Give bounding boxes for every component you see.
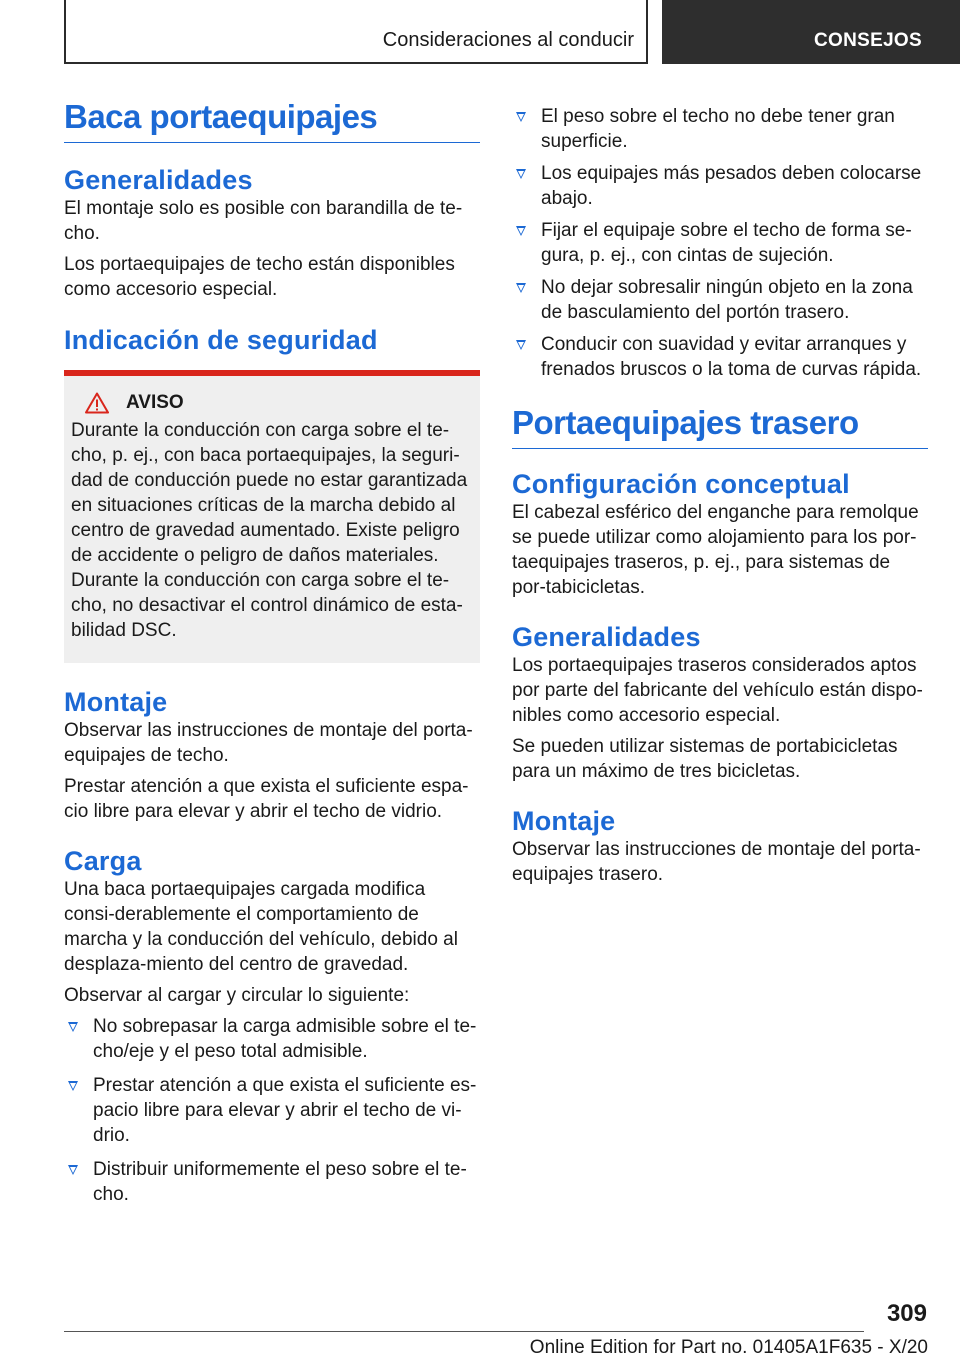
- heading-montaje: Montaje: [64, 687, 168, 717]
- bullet-list-load: [64, 1014, 480, 1207]
- paragraph: Observar al cargar y circular lo siguiente:: [64, 985, 410, 1006]
- footer-edition: Online Edition for Part no. 01405A1F635 - X/20: [529, 1337, 928, 1358]
- list-item: Los equipajes más pesados deben colocarse abajo.: [512, 161, 928, 211]
- bullet-triangle-icon: [516, 283, 526, 293]
- bullet-list-load-continued: [512, 104, 928, 382]
- page-number: 309: [886, 1300, 927, 1327]
- bullet-triangle-icon: [68, 1022, 78, 1032]
- bullet-triangle-icon: [516, 340, 526, 350]
- list-item: Fijar el equipaje sobre el techo de forma se-gura, p. ej., con cintas de sujeción.: [512, 218, 928, 268]
- paragraph: Observar las instrucciones de montaje del porta-equipajes trasero.: [512, 839, 921, 885]
- paragraph: El cabezal esférico del enganche para remolque se puede utilizar como alojamiento para los por-taequipajes traseros, p. ej., para sistemas de por-tabicicletas.: [512, 502, 919, 598]
- paragraph: Una baca portaequipajes cargada modifica consi-derablemente el comportamiento de marcha y la conducción del vehículo, debido al desplaza-miento del centro de gravedad.: [64, 879, 458, 975]
- heading-portaequipajes-trasero: Portaequipajes trasero: [512, 404, 928, 449]
- paragraph: Observar las instrucciones de montaje del porta-equipajes de techo.: [64, 720, 473, 766]
- paragraph: Los portaequipajes de techo están disponibles como accesorio especial.: [64, 254, 455, 300]
- list-item: Distribuir uniformemente el peso sobre el te-cho.: [64, 1157, 480, 1207]
- warning-text: Durante la conducción con carga sobre el te-cho, p. ej., con baca portaequipajes, la seguri-dad de conducción puede no estar garantizada en situaciones críticas de la marcha debido al centro de gravedad aumentado. Existe peligro de accidente o peligro de daños materiales. Durante la conducción con carga sobre el te-cho, no desactivar el control dinámico de esta-bilidad DSC.: [71, 420, 468, 641]
- heading-indicacion-seguridad: Indicación de seguridad: [64, 325, 378, 355]
- heading-carga: Carga: [64, 846, 142, 876]
- list-item: No dejar sobresalir ningún objeto en la zona de basculamiento del portón trasero.: [512, 275, 928, 325]
- bullet-triangle-icon: [516, 112, 526, 122]
- heading-baca-portaequipajes: Baca portaequipajes: [64, 98, 480, 143]
- warning-header: [71, 392, 472, 414]
- header-chapter-tab: CONSEJOS: [662, 0, 960, 64]
- paragraph: Se pueden utilizar sistemas de portabicicletas para un máximo de tres bicicletas.: [512, 736, 898, 782]
- paragraph: Prestar atención a que exista el suficiente espa-cio libre para elevar y abrir el techo de vidrio.: [64, 776, 469, 822]
- warning-title: AVISO: [126, 392, 184, 413]
- warning-box: [64, 370, 480, 663]
- warning-triangle-icon: [85, 392, 109, 414]
- bullet-triangle-icon: [516, 226, 526, 236]
- left-column: [64, 98, 480, 1207]
- heading-configuracion-conceptual: Configuración conceptual: [512, 469, 850, 499]
- bullet-triangle-icon: [68, 1165, 78, 1175]
- heading-generalidades: Generalidades: [512, 622, 701, 652]
- paragraph: Los portaequipajes traseros considerados aptos por parte del fabricante del vehículo están dispo-nibles como accesorio especial.: [512, 655, 923, 726]
- list-item: Prestar atención a que exista el suficiente es-pacio libre para elevar y abrir el techo de vi-drio.: [64, 1073, 480, 1148]
- list-item: El peso sobre el techo no debe tener gran superficie.: [512, 104, 928, 154]
- paragraph: El montaje solo es posible con barandilla de te-cho.: [64, 198, 463, 244]
- list-item: No sobrepasar la carga admisible sobre el te-cho/eje y el peso total admisible.: [64, 1014, 480, 1064]
- list-item: Conducir con suavidad y evitar arranques y frenados bruscos o la toma de curvas rápida.: [512, 332, 928, 382]
- bullet-triangle-icon: [68, 1081, 78, 1091]
- header-section-title: Consideraciones al conducir: [382, 29, 634, 51]
- bullet-triangle-icon: [516, 169, 526, 179]
- footer-divider: [64, 1331, 864, 1332]
- right-column: [512, 104, 928, 887]
- header-section-box: [64, 0, 648, 64]
- heading-montaje: Montaje: [512, 806, 616, 836]
- heading-generalidades: Generalidades: [64, 165, 253, 195]
